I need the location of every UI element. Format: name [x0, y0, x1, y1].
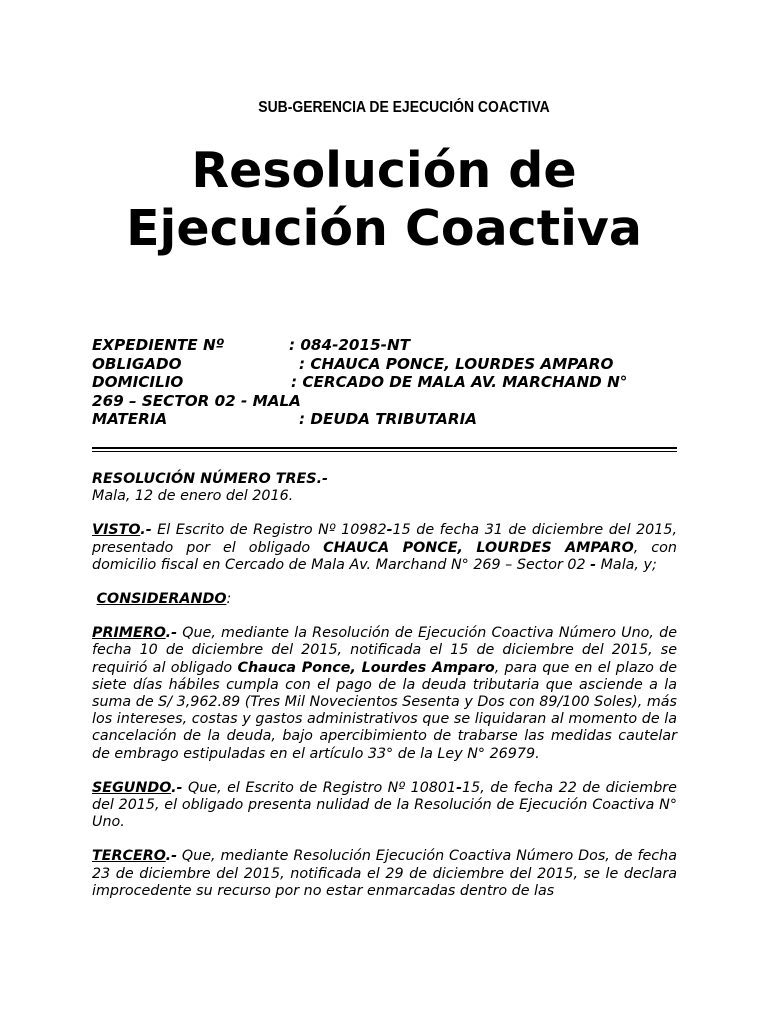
segundo-paragraph: SEGUNDO.- Que, el Escrito de Registro Nº 10801-15, de fecha 22 de diciembre del 2015, el obligado presenta nulidad de la Resolución de Ejecución Coactiva N° Uno. — [92, 779, 677, 831]
title-line-2: Ejecución Coactiva — [126, 200, 642, 257]
sub-header: SUB-GERENCIA DE EJECUCIÓN COACTIVA — [258, 99, 550, 116]
double-rule-bottom — [92, 451, 677, 452]
obligado-name-primero: Chauca Ponce, Lourdes Amparo — [237, 659, 495, 676]
document-title — [0, 142, 768, 258]
primero-paragraph: PRIMERO.- Que, mediante la Resolución de Ejecución Coactiva Número Uno, de fecha 10 de diciembre del 2015, notificada el 15 de diciembre del 2015, se requirió al obligado Chauca Ponce, Lourdes Amparo, para que en el plazo de siete días hábiles cumpla con el pago de la deuda tributaria que asciende a la suma de S/ 3,962.89 (Tres Mil Novecientos Sesenta y Dos con 89/100 Soles), más los intereses, costas y gastos administrativos que se liquidaran al momento de la cancelación de la deuda, bajo apercibimiento de trabarse las medidas cautelar de embrago estipuladas en el artículo 33° de la Ley N° 26979. — [92, 625, 678, 762]
resolution-date: Mala, 12 de enero del 2016. — [92, 488, 294, 505]
resolution-number: RESOLUCIÓN NÚMERO TRES.- — [92, 471, 328, 487]
title-line-1: Resolución de — [191, 142, 577, 199]
expediente-value: : 084-2015-NT — [289, 336, 411, 354]
visto-label: VISTO — [92, 522, 141, 539]
considerando-heading: CONSIDERANDO: — [96, 591, 232, 608]
primero-label: PRIMERO — [92, 625, 166, 642]
domicilio-value-line-1: : CERCADO DE MALA AV. MARCHAND N° — [291, 373, 628, 391]
materia-row — [92, 410, 682, 429]
obligado-value: : CHAUCA PONCE, LOURDES AMPARO — [299, 354, 614, 373]
obligado-row — [92, 355, 682, 374]
materia-value: : DEUDA TRIBUTARIA — [299, 410, 477, 428]
expediente-label: EXPEDIENTE Nº — [92, 336, 225, 354]
domicilio-label: DOMICILIO — [92, 373, 184, 391]
case-metadata — [92, 336, 682, 429]
visto-paragraph: VISTO.- El Escrito de Registro Nº 10982-15 de fecha 31 de diciembre del 2015, presentado por el obligado CHAUCA PONCE, LOURDES AMPARO, con domicilio fiscal en Cercado de Mala Av. Marchand N° 269 – Sector 02 - Mala, y; — [92, 522, 677, 573]
obligado-name: CHAUCA PONCE, LOURDES AMPARO — [323, 539, 634, 556]
expediente-row — [92, 336, 682, 355]
obligado-label: OBLIGADO — [92, 354, 182, 373]
double-rule-top — [92, 447, 677, 449]
materia-label: MATERIA — [92, 410, 168, 428]
segundo-label: SEGUNDO — [92, 779, 172, 796]
resolution-body — [92, 471, 677, 900]
domicilio-row — [92, 373, 682, 392]
domicilio-continuation: 269 – SECTOR 02 - MALA — [92, 391, 301, 410]
tercero-label: TERCERO — [92, 848, 166, 865]
tercero-paragraph: TERCERO.- Que, mediante Resolución Ejecución Coactiva Número Dos, de fecha 23 de diciembre del 2015, notificada el 29 de diciembre del 2015, se le declara improcedente su recurso por no estar enmarcadas dentro de las — [92, 848, 677, 899]
